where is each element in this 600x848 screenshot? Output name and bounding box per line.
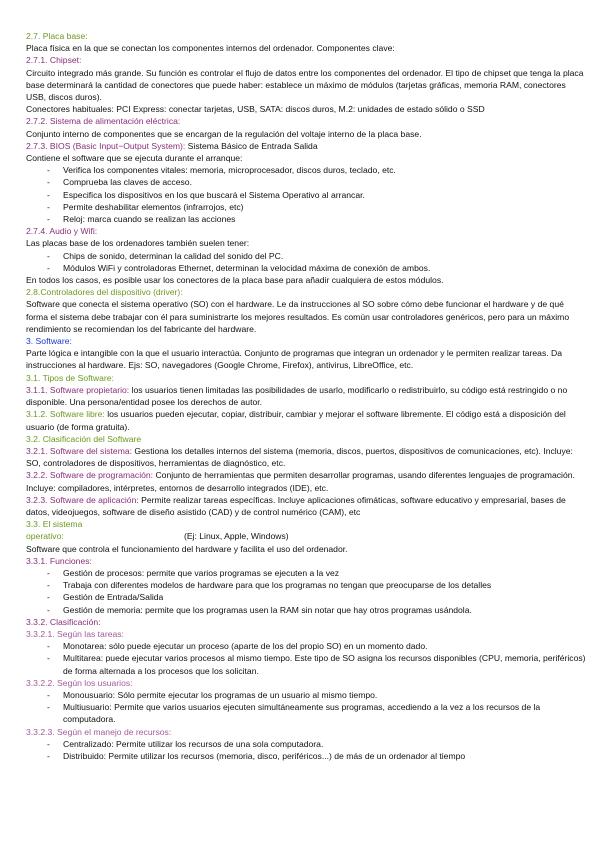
paragraph [26, 384, 586, 408]
list-item: - Especifica los dispositivos en los que buscará el Sistema Operativo al arrancar. [26, 189, 586, 201]
section-heading: 2.8.Controladores del dispositivo (driver): [26, 287, 183, 298]
list-item: - Módulos WiFi y controladoras Ethernet, determinan la velocidad máxima de conexión de ambos. [26, 262, 586, 274]
list-item: - Monousuario: Sólo permite ejecutar los programas de un usuario al mismo tiempo. [26, 689, 586, 701]
paragraph: Conjunto interno de componentes que se encargan de la regulación del voltaje interno de la placa base. [26, 128, 422, 139]
sub-subsection-heading: 3.3.2.3. Según el manejo de recursos: [26, 726, 172, 737]
subsection-heading: 2.7.3. BIOS (Basic Input−Output System): [26, 140, 186, 151]
section-heading-line [26, 518, 586, 542]
list-item: - Monotarea: sólo puede ejecutar un proceso (aparte de los del propio SO) en un momento dado. [26, 640, 586, 652]
heading-suffix: Sistema Básico de Entrada Salida [185, 140, 318, 151]
section-heading: 3.2. Clasificación del Software [26, 433, 142, 444]
section-heading: 3.1. Tipos de Software: [26, 372, 114, 383]
subsection-heading: 2.7.1. Chipset: [26, 55, 82, 66]
term-label: 3.1.2. Software libre: [26, 409, 105, 420]
list-item: - Chips de sonido, determinan la calidad del sonido del PC. [26, 250, 586, 262]
section-heading: 3. Software: [26, 336, 72, 347]
paragraph: Las placas base de los ordenadores también suelen tener: [26, 238, 250, 249]
subsection-heading-line [26, 140, 586, 152]
paragraph: Conectores habituales: PCI Express: conectar tarjetas, USB, SATA: discos duros, M.2: unidades de estado sólido o SSD [26, 104, 485, 115]
subsection-heading: 3.3.2. Clasificación: [26, 616, 101, 627]
subsection-heading: 2.7.4. Audio y Wifi: [26, 226, 98, 237]
list-item: - Comprueba las claves de acceso. [26, 176, 586, 188]
list-item: - Distribuido: Permite utilizar los recursos (memoria, disco, periféricos...) de más de un ordenador al tiempo [26, 750, 586, 762]
term-label: 3.2.3. Software de aplicación: [26, 494, 139, 505]
subsection-heading: 2.7.2. Sistema de alimentación eléctrica: [26, 116, 181, 127]
paragraph: En todos los casos, es posible usar los conectores de la placa base para añadir cualquiera de estos módulos. [26, 275, 444, 286]
paragraph: Circuito integrado más grande. Su función es controlar el flujo de datos entre los componentes del ordenador. El tipo de chipset que tenga la placa base determinará la cantidad de conectores que puede haber: establece un máximo de módulos (tarjetas gráficas, memoria RAM, conectores USB, discos duros). [26, 67, 584, 103]
term-text: Permite realizar tareas específicas. Incluye aplicaciones ofimáticas, software educativo y empresarial, bases de datos, videojuegos, software de diseño asistido (CAD) y de control numérico (CAM), etc [26, 494, 566, 517]
document-page [26, 30, 586, 762]
list-item: - Gestión de memoria: permite que los programas usen la RAM sin notar que hay otros programas usándola. [26, 604, 586, 616]
term-text: los usuarios tienen limitadas las posibilidades de usarlo, modificarlo o redistribuirlo, su código está restringido o no disponible. Una persona/entidad posee los derechos de autor. [26, 384, 568, 408]
list-item: - Centralizado: Permite utilizar los recursos de una sola computadora. [26, 738, 586, 750]
heading-suffix: (Ej: Linux, Apple, Windows) [184, 531, 289, 542]
section-heading: 3.3. El sistema operativo: [26, 519, 83, 542]
sub-subsection-heading: 3.3.2.2. Según los usuarios: [26, 677, 133, 688]
subsection-heading: 3.3.1. Funciones: [26, 555, 92, 566]
term-text: Gestiona los detalles internos del sistema (memoria, discos, puertos, dispositivos de comunicaciones, etc). Incluye: SO, controladores de dispositivos, herramientas de diagnóstico, etc. [26, 445, 573, 469]
paragraph [26, 408, 586, 432]
term-label: 3.2.2. Software de programación: [26, 470, 154, 481]
paragraph [26, 469, 586, 493]
sub-subsection-heading: 3.3.2.1. Según las tareas: [26, 628, 124, 639]
paragraph [26, 445, 586, 469]
list-item: - Multitarea: puede ejecutar varios procesos al mismo tiempo. Este tipo de SO asigna los recursos disponibles (CPU, memoria, periféricos) de forma alternada a los procesos que los solicitan. [26, 652, 586, 676]
list-item: - Multiusuario: Permite que varios usuarios ejecuten simultáneamente sus programas, accediendo a la vez a los recursos de la computadora. [26, 701, 586, 725]
list-item: - Reloj: marca cuando se realizan las acciones [26, 213, 586, 225]
paragraph: Parte lógica e intangible con la que el usuario interactúa. Conjunto de programas que integran un ordenador y le permiten realizar tareas. Da instrucciones al hardware. Ejs: SO, navegadores (Google Chrome, Firefox), antivirus, LibreOffice, etc. [26, 348, 563, 371]
paragraph: Contiene el software que se ejecuta durante el arranque: [26, 153, 243, 164]
list-item: - Gestión de procesos: permite que varios programas se ejecuten a la vez [26, 567, 586, 579]
list-item: - Verifica los componentes vitales: memoria, microprocesador, discos duros, teclado, etc. [26, 164, 586, 176]
list-item: - Permite deshabilitar elementos (infrarrojos, etc) [26, 201, 586, 213]
term-label: 3.1.1. Software propietario: [26, 384, 130, 395]
list-item: - Gestión de Entrada/Salida [26, 591, 586, 603]
section-heading: 2.7. Placa base: [26, 31, 88, 41]
paragraph: Placa física en la que se conectan los componentes internos del ordenador. Componentes clave: [26, 43, 395, 54]
paragraph [26, 494, 586, 518]
term-label: 3.2.1. Software del sistema: [26, 445, 133, 456]
list-item: - Trabaja con diferentes modelos de hardware para que los programas no tengan que preocuparse de los detalles [26, 579, 586, 591]
term-text: Conjunto de herramientas que permiten desarrollar programas, usando diferentes lenguajes de programación. Incluye: compiladores, intérpretes, entornos de desarrollo integrados (IDE), etc. [26, 470, 575, 493]
paragraph: Software que controla el funcionamiento del hardware y facilita el uso del ordenador. [26, 543, 348, 554]
term-text: los usuarios pueden ejecutar, copiar, distribuir, cambiar y mejorar el software libremente. El código está a disposición del usuario (de forma gratuita). [26, 409, 566, 432]
paragraph: Software que conecta el sistema operativo (SO) con el hardware. Le da instrucciones al SO sobre cómo debe funcionar el hardware y de qué forma el sistema debe trabajar con él para suministrarte los mejores resultados. Es común usar controladores genéricos, pero para un máximo rendimiento se recomiendan los del fabricante del hardware. [26, 299, 570, 334]
